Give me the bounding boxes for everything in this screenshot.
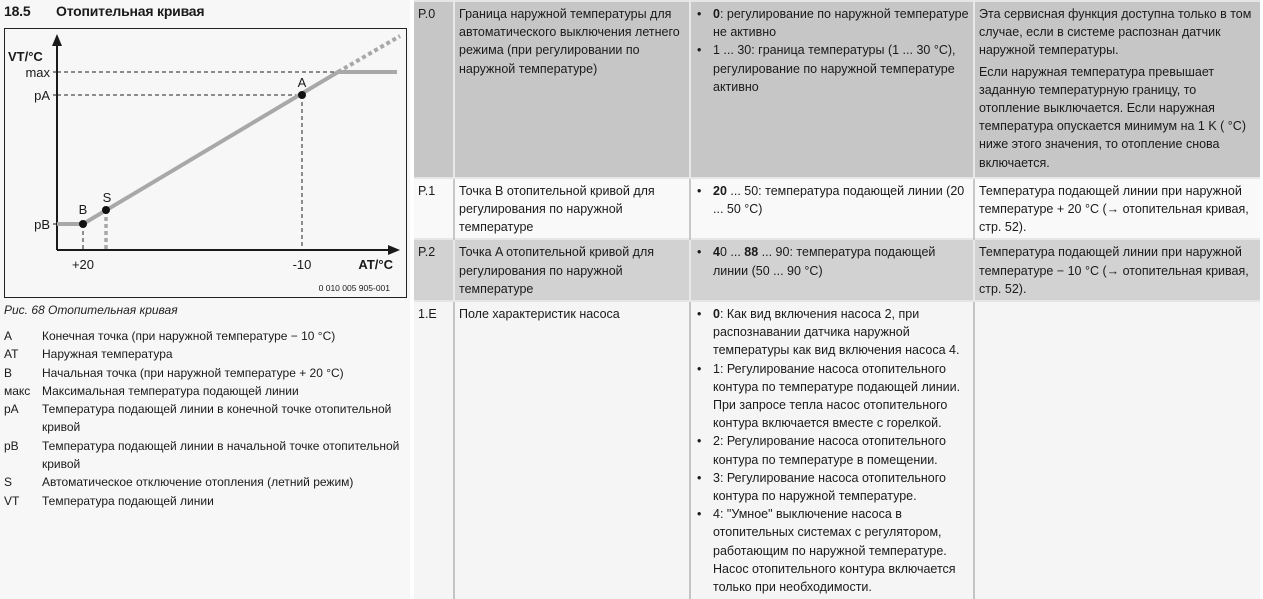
legend-value: Температура подающей линии bbox=[42, 493, 214, 508]
x-tick-minus10: -10 bbox=[292, 257, 312, 272]
curve-extrapolation bbox=[338, 36, 400, 72]
value-text: ... 90: температура подающей линии (50 ... 90 °C) bbox=[713, 245, 936, 278]
legend-value: Начальная точка (при наружной температуре + 20 °C) bbox=[42, 365, 344, 380]
y-axis-arrow-icon bbox=[52, 34, 62, 46]
bullet-icon: • bbox=[697, 361, 702, 376]
table-row bbox=[414, 178, 1260, 240]
x-axis-arrow-icon bbox=[388, 245, 400, 255]
value-item bbox=[695, 5, 969, 41]
legend-item bbox=[4, 345, 404, 363]
x-axis-label: AT/°C bbox=[358, 257, 393, 272]
cell-name: Граница наружной температуры для автоматического выключения летнего режима (при регулировании по наружной температуре) bbox=[454, 1, 690, 178]
section-title: Отопительная кривая bbox=[56, 3, 205, 19]
figure-caption: Рис. 68 Отопительная кривая bbox=[4, 303, 178, 317]
value-prefix: 4 bbox=[713, 245, 720, 260]
bullet-icon: • bbox=[697, 434, 702, 449]
cell-notes bbox=[974, 178, 1260, 240]
bullet-icon: • bbox=[697, 470, 702, 485]
cell-name: Точка A отопительной кривой для регулирования по наружной температуре bbox=[454, 239, 690, 301]
value-default: 88 bbox=[744, 245, 759, 260]
legend-item bbox=[4, 382, 404, 400]
legend-key: B bbox=[4, 365, 13, 380]
legend-key: VT bbox=[4, 493, 20, 508]
value-text: 2: Регулирование насоса отопительного контура по температуре в помещении. bbox=[713, 434, 946, 467]
value-text: 4: "Умное" выключение насоса в отопительных системах с регулятором, работающим по наружной температуре. Насос отопительного контура включается только при необходимости. bbox=[713, 507, 956, 595]
value-item bbox=[695, 41, 969, 96]
cell-notes bbox=[974, 1, 1260, 178]
service-function-table bbox=[414, 0, 1260, 599]
cell-code: P.1 bbox=[414, 178, 454, 240]
value-text: ... 50: температура подающей линии (20 ... 50 °C) bbox=[713, 183, 965, 217]
legend-key: S bbox=[4, 475, 13, 490]
value-text: 0 ... bbox=[719, 245, 745, 260]
y-tick-pb: pB bbox=[34, 217, 50, 232]
legend-value: Температура подающей линии в конечной точке отопительной кривой bbox=[42, 402, 392, 435]
legend-key: A bbox=[4, 329, 13, 343]
legend-value: Автоматическое отключение отопления (летний режим) bbox=[42, 475, 354, 490]
figure-panel bbox=[0, 0, 410, 599]
y-tick-pa: pA bbox=[34, 88, 50, 103]
cell-name: Точка B отопительной кривой для регулирования по наружной температуре bbox=[454, 178, 690, 240]
value-default: 0 bbox=[713, 307, 720, 322]
bullet-icon: • bbox=[697, 507, 702, 522]
point-a bbox=[298, 91, 306, 99]
y-tick-max: max bbox=[25, 65, 50, 80]
value-default: 0 bbox=[713, 7, 720, 21]
legend-key: pA bbox=[4, 402, 19, 417]
value-item bbox=[695, 432, 969, 468]
point-b bbox=[79, 220, 87, 228]
value-text: 1: Регулирование насоса отопительного контура по температуре подающей линии. При запросе тепла насос отопительного контура включается вместе с горелкой. bbox=[713, 361, 961, 431]
cell-values bbox=[690, 1, 974, 178]
note-paragraph: Если наружная температура превышает заданную температурную границу, то отопление выключается. Если наружная температура опускается минимум на 1 K ( °C) ниже этого значения, то отопление снова включается. bbox=[979, 64, 1246, 170]
bullet-icon: • bbox=[697, 183, 702, 198]
legend-value: Температура подающей линии в начальной точке отопительной кривой bbox=[42, 438, 400, 472]
table-row bbox=[414, 301, 1260, 599]
value-item bbox=[695, 360, 969, 433]
heating-curve-chart bbox=[4, 28, 407, 298]
table-row bbox=[414, 239, 1260, 301]
bullet-icon: • bbox=[697, 307, 702, 322]
value-item bbox=[695, 182, 969, 218]
point-s-label: S bbox=[102, 190, 112, 205]
value-text: : Как вид включения насоса 2, при распознавании датчика наружной температуры как вид включения насоса 4. bbox=[713, 307, 960, 358]
legend-item bbox=[4, 492, 404, 510]
legend-item bbox=[4, 473, 404, 491]
legend-key: pB bbox=[4, 438, 19, 453]
cell-values bbox=[690, 301, 974, 599]
figure-legend bbox=[4, 327, 404, 510]
bullet-icon: • bbox=[697, 245, 702, 260]
legend-item bbox=[4, 400, 404, 437]
chart-svg bbox=[0, 0, 410, 300]
value-item bbox=[695, 469, 969, 505]
cell-code: P.0 bbox=[414, 1, 454, 178]
value-text: : регулирование по наружной температуре не активно bbox=[713, 7, 969, 40]
note-paragraph: Эта сервисная функция доступна только в том случае, если в системе распознан датчик наружной температуры. bbox=[979, 7, 1252, 58]
value-item bbox=[695, 305, 969, 360]
section-number: 18.5 bbox=[4, 3, 31, 19]
legend-item bbox=[4, 364, 404, 382]
cell-code: P.2 bbox=[414, 239, 454, 301]
cell-values bbox=[690, 239, 974, 301]
legend-item bbox=[4, 437, 404, 474]
bullet-icon: • bbox=[697, 43, 702, 58]
legend-value: Наружная температура bbox=[42, 347, 173, 362]
table-row bbox=[414, 1, 1260, 178]
cell-notes bbox=[974, 301, 1260, 599]
y-axis-label: VT/°C bbox=[8, 49, 43, 64]
legend-item bbox=[4, 327, 404, 345]
cell-notes bbox=[974, 239, 1260, 301]
x-tick-plus20: +20 bbox=[71, 257, 95, 272]
point-a-label: A bbox=[297, 75, 307, 90]
legend-value: Конечная точка (при наружной температуре − 10 °C) bbox=[42, 329, 336, 343]
value-text: 3: Регулирование насоса отопительного контура по наружной температуре. bbox=[713, 470, 946, 504]
note-paragraph: Температура подающей линии при наружной температуре + 20 °C (→ отопительная кривая, стр. 52). bbox=[979, 183, 1249, 235]
cell-name: Поле характеристик насоса bbox=[454, 301, 690, 599]
legend-key: AT bbox=[4, 347, 19, 362]
note-paragraph: Температура подающей линии при наружной температуре − 10 °C (→ отопительная кривая, стр. 52). bbox=[979, 245, 1249, 296]
value-item bbox=[695, 243, 969, 279]
cell-code: 1.E bbox=[414, 301, 454, 599]
cell-values bbox=[690, 178, 974, 240]
value-item bbox=[695, 505, 969, 596]
legend-value: Максимальная температура подающей линии bbox=[42, 383, 299, 398]
figure-code: 0 010 005 905-001 bbox=[318, 283, 390, 293]
service-function-table-panel bbox=[414, 0, 1263, 599]
value-text: 1 ... 30: граница температуры (1 ... 30 °C), регулирование по наружной температуре активно bbox=[713, 43, 956, 94]
value-default: 20 bbox=[713, 183, 727, 198]
point-s bbox=[102, 206, 110, 214]
bullet-icon: • bbox=[697, 7, 702, 21]
point-b-label: B bbox=[78, 202, 88, 217]
legend-key: макс bbox=[4, 383, 31, 398]
